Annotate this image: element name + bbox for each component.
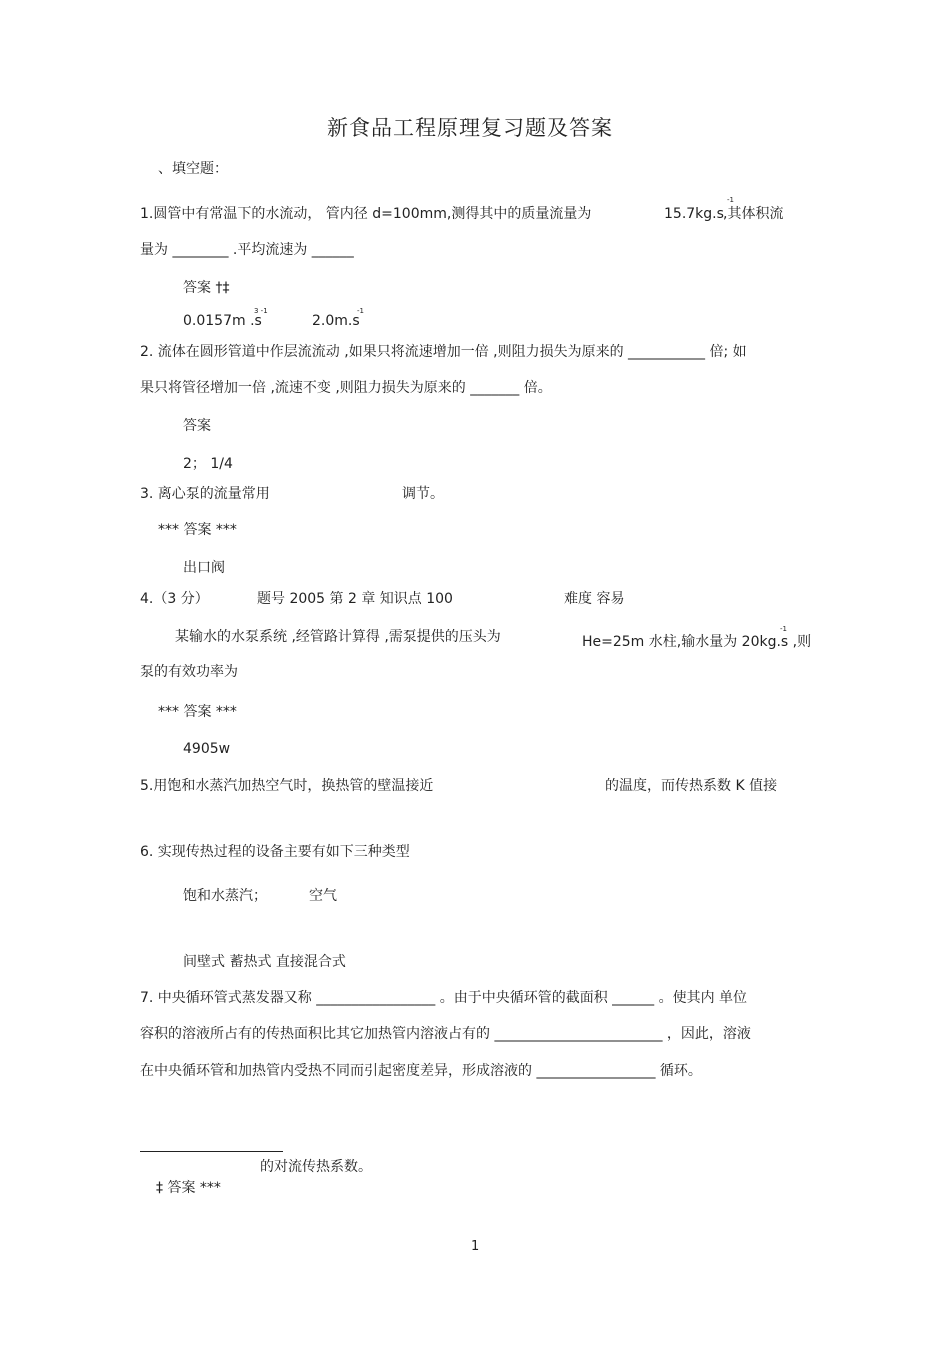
q4-line1: 某输水的水泵系统 ,经管路计算得 ,需泵提供的压头为: [175, 629, 501, 645]
q1-value: 15.7kg.s: [664, 206, 724, 222]
q4-difficulty: 难度 容易: [564, 591, 625, 607]
q6-answer: 间壁式 蓄热式 直接混合式: [183, 954, 346, 970]
q1-answer-velocity-superscript: -1: [357, 307, 364, 315]
q3-answer: 出口阀: [183, 560, 225, 576]
q3-text: 3. 离心泵的流量常用: [140, 486, 270, 502]
q1-answer-label: 答案 †‡: [183, 280, 230, 296]
q4-superscript: -1: [780, 625, 787, 633]
q2-line1: 2. 流体在圆形管道中作层流流动 ,如果只将流速增加一倍 ,则阻力损失为原来的 ___________ 倍; 如: [140, 344, 747, 360]
q6-answer-air: 空气: [309, 888, 337, 904]
page-number: 1: [471, 1239, 480, 1254]
q5-tail: 的温度，而传热系数 K 值接: [605, 778, 778, 794]
q4-head: 4.（3 分）: [140, 591, 209, 607]
q1-answer-velocity: 2.0m.s: [312, 313, 360, 329]
q4-line1-tail: He=25m 水柱,输水量为 20kg.s ,则: [582, 634, 812, 650]
footnote-separator: [140, 1151, 283, 1152]
q7-line2: 容积的溶液所占有的传热面积比其它加热管内溶液占有的 ________________________ ，因此，溶液: [140, 1026, 751, 1042]
q1-tail: ,其体积流: [723, 206, 784, 222]
q7-line1: 7. 中央循环管式蒸发器又称 _________________ 。由于中央循环管的截面积 ______ 。使其内 单位: [140, 990, 748, 1006]
q4-meta: 题号 2005 第 2 章 知识点 100: [257, 591, 453, 607]
q1-answer-volume-flow-superscript: 3 -1: [254, 307, 268, 315]
q4-answer-label: *** 答案 ***: [158, 704, 237, 720]
q1-text: 1.圆管中有常温下的水流动， 管内径 d=100mm,测得其中的质量流量为: [140, 206, 592, 222]
q6-answer-steam: 饱和水蒸汽；: [183, 888, 267, 904]
section-heading: 、填空题：: [158, 161, 228, 177]
q5-text: 5.用饱和水蒸汽加热空气时，换热管的壁温接近: [140, 778, 434, 794]
q2-answer: 2； 1/4: [183, 456, 233, 472]
q2-line2: 果只将管径增加一倍 ,流速不变 ,则阻力损失为原来的 _______ 倍。: [140, 380, 552, 396]
q1-line2: 量为 ________ .平均流速为 ______: [140, 242, 354, 258]
q4-line2: 泵的有效功率为: [140, 664, 238, 680]
page-title: 新食品工程原理复习题及答案: [327, 116, 613, 140]
q3-tail: 调节。: [402, 486, 444, 502]
q2-answer-label: 答案: [183, 418, 211, 434]
q4-answer: 4905w: [183, 741, 231, 757]
q1-answer-volume-flow: 0.0157m .s: [183, 313, 262, 329]
q7-line3: 在中央循环管和加热管内受热不同而引起密度差异，形成溶液的 _________________ 循环。: [140, 1063, 702, 1079]
q3-answer-label: *** 答案 ***: [158, 522, 237, 538]
q1-value-superscript: -1: [727, 196, 734, 204]
footnote-line1: 的对流传热系数。: [260, 1159, 372, 1175]
footnote-line2: ‡ 答案 ***: [156, 1180, 221, 1196]
q6-text: 6. 实现传热过程的设备主要有如下三种类型: [140, 844, 410, 860]
